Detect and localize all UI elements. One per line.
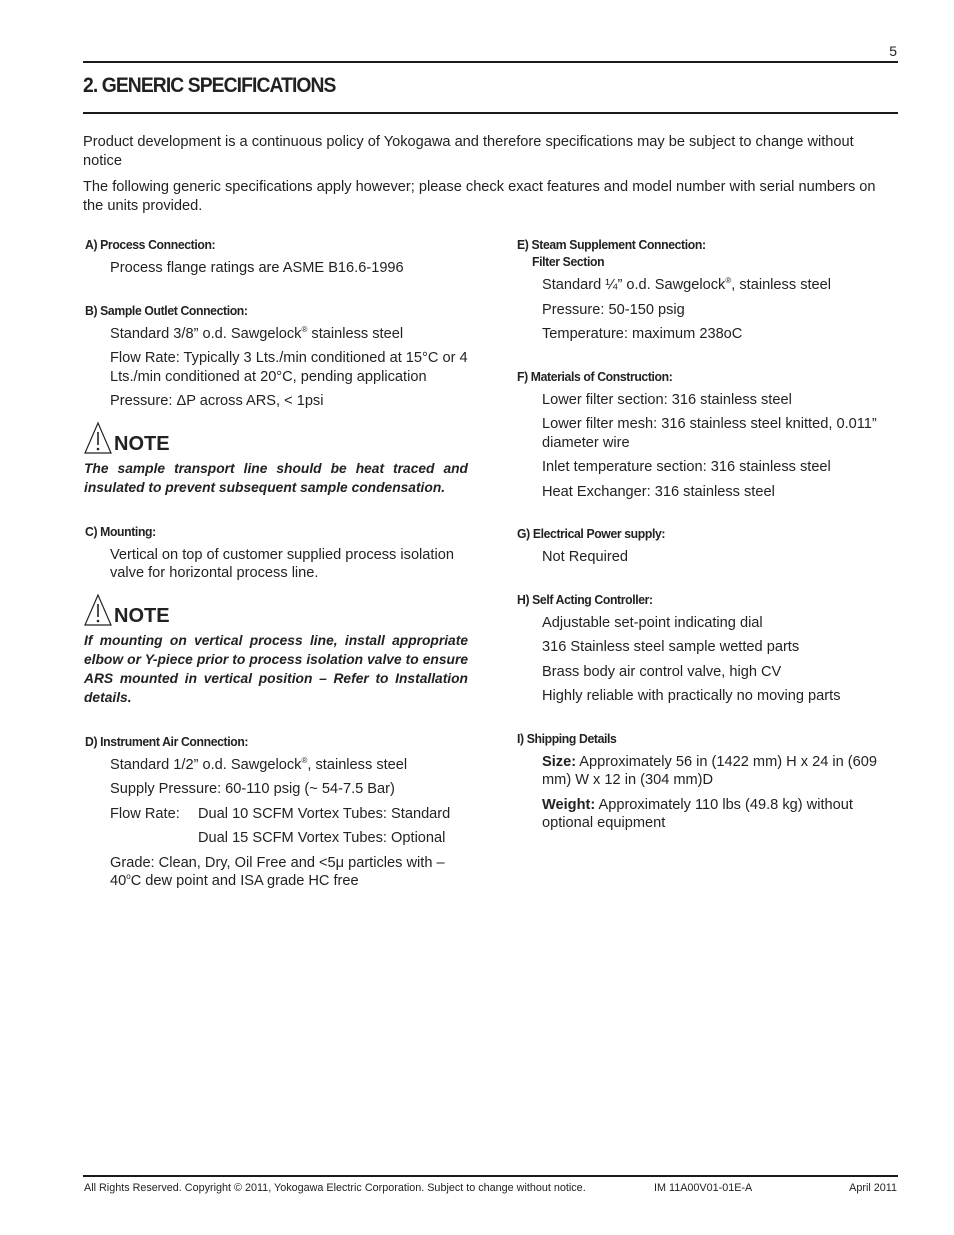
left-column [84, 236, 468, 897]
footer-doc-id: IM 11A00V01-01E-A [654, 1182, 753, 1194]
section-sample-outlet [84, 302, 468, 411]
section-heading: A) Process Connection: [85, 237, 216, 252]
warning-triangle-icon [84, 593, 112, 627]
spec-item: Grade: Clean, Dry, Oil Free and <5μ particles with –40$^o$C dew point and ISA grade HC free [110, 854, 445, 889]
spec-item: Standard ¼” o.d. Sawgelock®, stainless steel [542, 276, 832, 293]
section-heading: G) Electrical Power supply: [517, 526, 666, 541]
section-mounting [84, 523, 468, 583]
section-heading: B) Sample Outlet Connection: [85, 302, 248, 318]
section-heading: D) Instrument Air Connection: [85, 733, 249, 749]
spec-item: Brass body air control valve, high CV [542, 663, 782, 680]
spec-item: Adjustable set-point indicating dial [542, 614, 763, 631]
spec-item: Not Required [542, 549, 628, 565]
section-heading: C) Mounting: [85, 523, 156, 539]
footer-date: April 2011 [849, 1182, 897, 1194]
section-heading: I) Shipping Details [517, 730, 617, 746]
spec-item: Standard 1/2” o.d. Sawgelock®, stainless steel [110, 755, 408, 773]
footer-copyright: All Rights Reserved. Copyright © 2011, Yokogawa Electric Corporation. Subject to change without notice. [84, 1182, 586, 1194]
spec-item: Pressure: ΔP across ARS, < 1psi [110, 393, 324, 409]
spec-item: Process flange ratings are ASME B16.6-1996 [110, 260, 404, 276]
header-rule [83, 61, 898, 63]
flow-rate-label: Flow Rate: [110, 805, 180, 822]
section-electrical-power [516, 525, 896, 567]
spec-item: Pressure: 50-150 psig [542, 301, 685, 318]
section-instrument-air [84, 733, 468, 891]
note-label: NOTE [114, 432, 170, 455]
note-label: NOTE [114, 604, 170, 627]
note-text: The sample transport line should be heat traced and insulated to prevent subsequent sample condensation. [84, 460, 468, 495]
spec-item: Supply Pressure: 60-110 psig (~ 54-7.5 Bar) [110, 781, 395, 797]
section-heading: H) Self Acting Controller: [517, 591, 653, 607]
section-shipping-details [516, 730, 896, 833]
spec-item: Flow Rate: Typically 3 Lts./min conditioned at 15°C or 4 Lts./min conditioned at 20°C, pending application [110, 350, 468, 385]
intro-paragraph: The following generic specifications apply however; please check exact features and model number with serial numbers on the units provided. [83, 179, 876, 214]
footer-rule [83, 1175, 898, 1177]
spec-item: Temperature: maximum 238oC [542, 326, 743, 342]
section-self-acting-controller [516, 591, 896, 706]
flow-rate-option: Dual 15 SCFM Vortex Tubes: Optional [198, 830, 446, 846]
intro-paragraph: Product development is a continuous policy of Yokogawa and therefore specifications may be subject to change without notice [83, 134, 854, 169]
title-rule [83, 112, 898, 114]
flow-rate-option: Dual 10 SCFM Vortex Tubes: Standard [198, 805, 451, 822]
right-column [516, 236, 896, 839]
spec-item: Vertical on top of customer supplied process isolation valve for horizontal process line. [110, 546, 454, 581]
section-subheading: Filter Section [532, 254, 605, 269]
section-heading: F) Materials of Construction: [517, 368, 673, 384]
spec-item: Lower filter section: 316 stainless steel [542, 391, 792, 408]
note-block [84, 589, 468, 707]
note-block [84, 417, 468, 497]
spec-item: Highly reliable with practically no moving parts [542, 688, 841, 704]
section-heading: E) Steam Supplement Connection: Filter Section [517, 236, 873, 270]
spec-item: 316 Stainless steel sample wetted parts [542, 639, 800, 655]
section-process-connection [84, 236, 468, 278]
spec-item: Standard 3/8” o.d. Sawgelock® stainless steel [110, 324, 404, 342]
note-text: If mounting on vertical process line, install appropriate elbow or Y-piece prior to process isolation valve to ensure ARS mounted in vertical position – Refer to Installation details. [84, 632, 468, 705]
intro [83, 133, 895, 223]
section-steam-supplement [516, 236, 896, 344]
warning-triangle-icon [84, 421, 112, 455]
spec-item: Lower filter mesh: 316 stainless steel knitted, 0.011” diameter wire [542, 416, 877, 451]
section-materials [516, 368, 896, 502]
flow-rate-row [110, 805, 468, 824]
spec-item: Inlet temperature section: 316 stainless steel [542, 459, 831, 475]
spec-item: Heat Exchanger: 316 stainless steel [542, 483, 775, 500]
spec-item: Size: Approximately 56 in (1422 mm) H x 24 in (609 mm) W x 12 in (304 mm)D [542, 753, 877, 788]
page-title: 2. GENERIC SPECIFICATIONS [83, 74, 336, 97]
spec-item: Weight: Approximately 110 lbs (49.8 kg) without optional equipment [542, 796, 853, 831]
page-number: 5 [889, 43, 897, 59]
